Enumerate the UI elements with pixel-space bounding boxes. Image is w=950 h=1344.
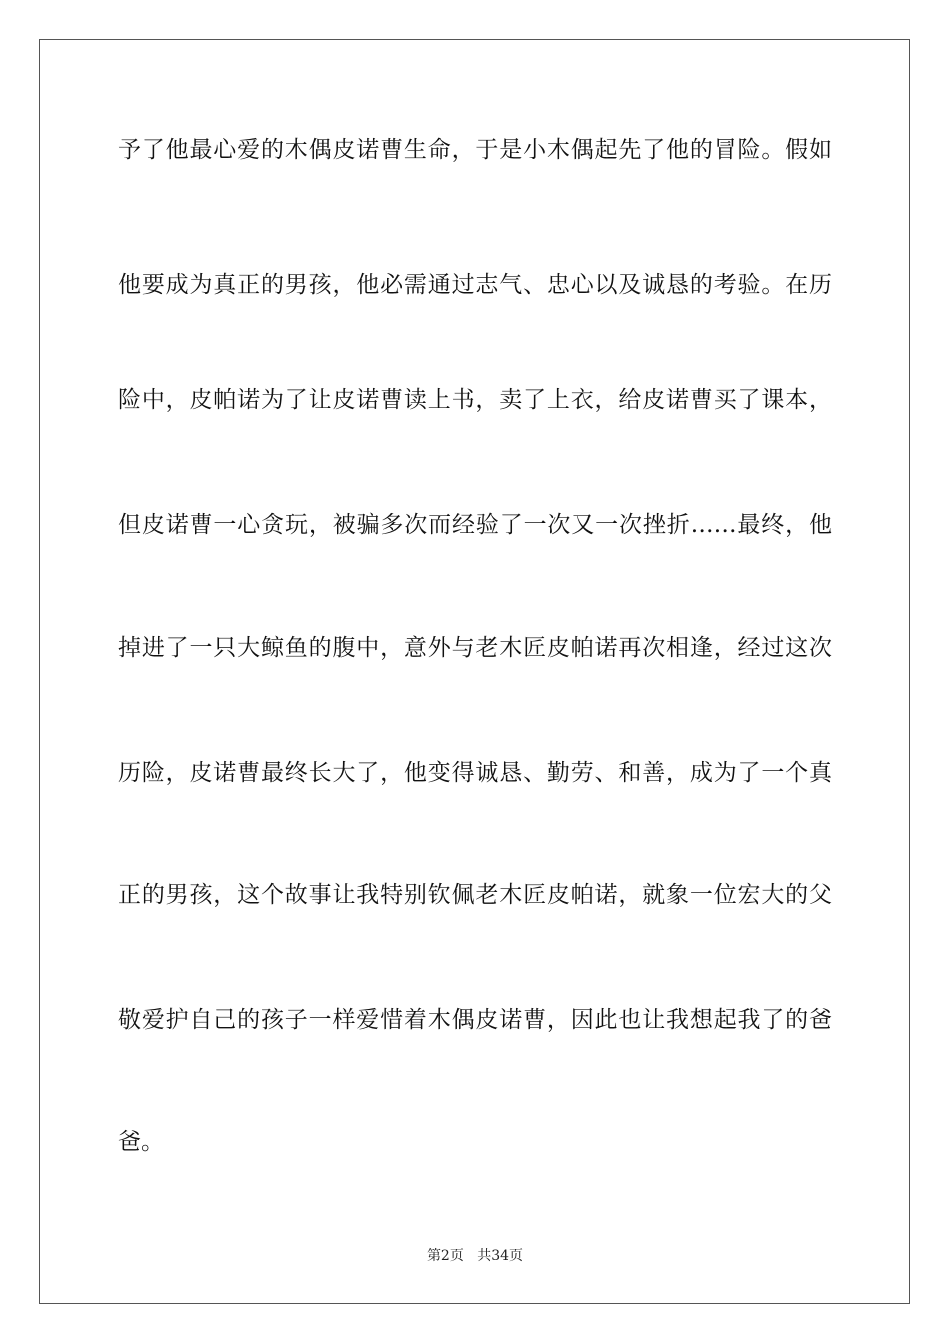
paragraph-line: 敬爱护自己的孩子一样爱惜着木偶皮诺曹，因此也让我想起我了的爸 bbox=[118, 1007, 832, 1033]
paragraph-line: 但皮诺曹一心贪玩，被骗多次而经验了一次又一次挫折……最终，他 bbox=[118, 512, 832, 538]
paragraph-line: 历险，皮诺曹最终长大了，他变得诚恳、勤劳、和善，成为了一个真 bbox=[118, 760, 832, 786]
paragraph-line: 爸。 bbox=[118, 1129, 164, 1155]
page-number: 第2页 bbox=[426, 1248, 464, 1264]
total-pages: 共34页 bbox=[477, 1248, 524, 1264]
paragraph-line: 他要成为真正的男孩，他必需通过志气、忠心以及诚恳的考验。在历 bbox=[118, 272, 832, 298]
paragraph-line: 予了他最心爱的木偶皮诺曹生命，于是小木偶起先了他的冒险。假如 bbox=[118, 137, 832, 163]
page-footer bbox=[0, 1246, 950, 1266]
paragraph-line: 掉进了一只大鲸鱼的腹中，意外与老木匠皮帕诺再次相逢，经过这次 bbox=[118, 635, 832, 661]
paragraph-line: 正的男孩，这个故事让我特别钦佩老木匠皮帕诺，就象一位宏大的父 bbox=[118, 882, 832, 908]
page-border bbox=[39, 39, 910, 1304]
paragraph-line: 险中，皮帕诺为了让皮诺曹读上书，卖了上衣，给皮诺曹买了课本， bbox=[118, 387, 832, 413]
